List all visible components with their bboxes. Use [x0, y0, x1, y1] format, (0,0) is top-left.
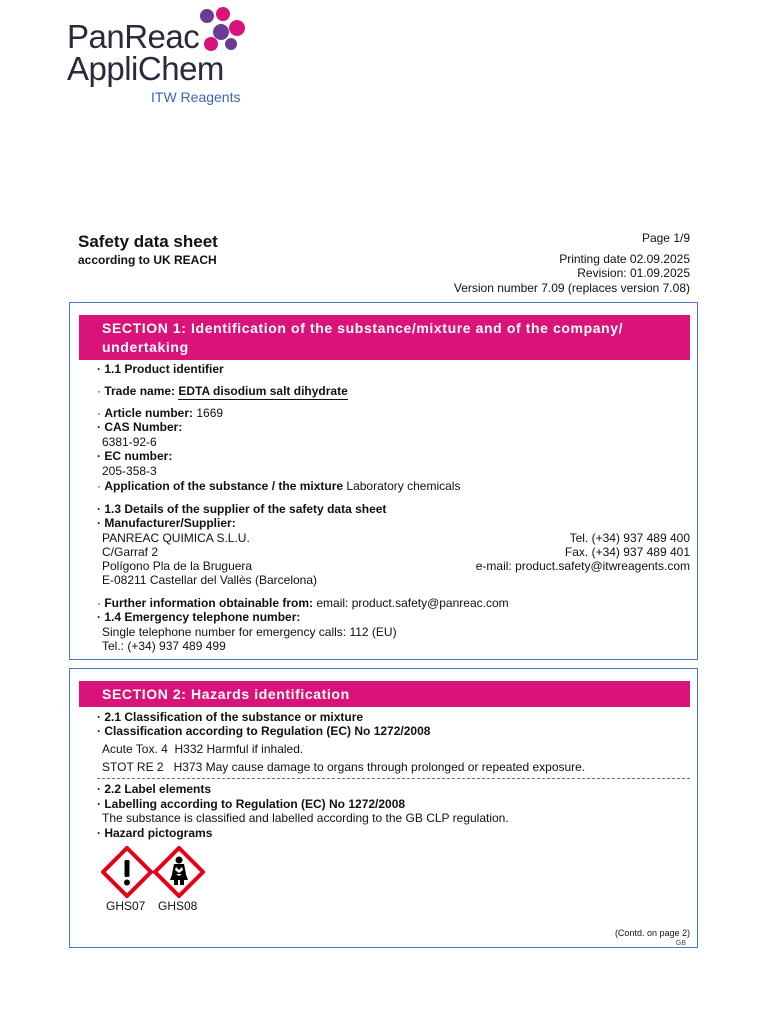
ghs07-exclamation-icon [101, 846, 153, 898]
address-line: E-08211 Castellar del Vallès (Barcelona) [102, 573, 317, 587]
hazard-statement-2: STOT RE 2 H373 May cause damage to organs through prolonged or repeated exposure. [102, 760, 586, 774]
printing-date: Printing date 02.09.2025 [559, 252, 690, 266]
ec-number-value: 205-358-3 [102, 464, 157, 478]
regulation-label: · Classification according to Regulation (EC) No 1272/2008 [97, 724, 431, 738]
ec-number-label: · EC number: [97, 449, 173, 463]
trade-name-row: · Trade name: EDTA disodium salt dihydrate [97, 384, 348, 398]
label-elements-label: · 2.2 Label elements [97, 782, 212, 796]
page-number: Page 1/9 [641, 231, 690, 245]
continued-note: (Contd. on page 2) [614, 928, 690, 938]
ghs08-label: GHS08 [158, 899, 198, 913]
emergency-telephone-label: · 1.4 Emergency telephone number: [97, 610, 301, 624]
logo-line-1: PanReac [67, 18, 200, 55]
section-1-heading [79, 315, 690, 360]
molecule-logo-icon [193, 6, 249, 52]
labelling-label: · Labelling according to Regulation (EC) No 1272/2008 [97, 797, 406, 811]
hazard-statement-1: Acute Tox. 4 H332 Harmful if inhaled. [102, 742, 304, 756]
section-2-heading: SECTION 2: Hazards identification [79, 681, 690, 707]
address-line: C/Garraf 2 [102, 545, 159, 559]
supplier-details-label: · 1.3 Details of the supplier of the safety data sheet [97, 502, 387, 516]
further-information-email[interactable]: email: product.safety@panreac.com [316, 596, 509, 610]
version-number: Version number 7.09 (replaces version 7.08) [453, 281, 690, 295]
trade-name-value: EDTA disodium salt dihydrate [178, 384, 348, 398]
cas-number-value: 6381-92-6 [102, 435, 157, 449]
section-1-heading-line-b: undertaking [102, 339, 189, 355]
logo-line-3: ITW Reagents [151, 89, 241, 105]
classification-label: · 2.1 Classification of the substance or mixture [97, 710, 364, 724]
address-line: PANREAC QUIMICA S.L.U. [102, 531, 250, 545]
ghs07-label: GHS07 [106, 899, 146, 913]
contact-phone: Tel. (+34) 937 489 400 [569, 531, 690, 545]
hazard-pictograms-label: · Hazard pictograms [97, 826, 213, 840]
cas-number-label: · CAS Number: [97, 420, 183, 434]
emergency-line-1: Single telephone number for emergency calls: 112 (EU) [102, 625, 397, 639]
article-number-row: · Article number: 1669 [97, 406, 224, 420]
further-information-row: · Further information obtainable from: email: product.safety@panreac.com [97, 596, 509, 610]
section-1-heading-line-a: SECTION 1: Identification of the substance/mixture and of the company/ [102, 320, 624, 336]
contact-email[interactable]: e-mail: product.safety@itwreagents.com [475, 559, 690, 573]
contact-fax: Fax. (+34) 937 489 401 [564, 545, 690, 559]
ghs08-health-hazard-icon [153, 846, 205, 898]
labelling-text: The substance is classified and labelled according to the GB CLP regulation. [102, 811, 509, 825]
section-divider [97, 778, 690, 779]
document-subtitle: according to UK REACH [78, 253, 217, 267]
logo-line-2: AppliChem [67, 50, 224, 87]
document-title: Safety data sheet [78, 232, 218, 251]
product-identifier-label: · 1.1 Product identifier [97, 362, 224, 376]
application-row: · Application of the substance / the mixture Laboratory chemicals [97, 479, 461, 493]
emergency-line-2: Tel.: (+34) 937 489 499 [102, 639, 226, 653]
address-line: Polígono Pla de la Bruguera [102, 559, 253, 573]
manufacturer-label: · Manufacturer/Supplier: [97, 516, 236, 530]
revision-date: Revision: 01.09.2025 [577, 266, 690, 280]
country-code: GB [675, 940, 686, 947]
